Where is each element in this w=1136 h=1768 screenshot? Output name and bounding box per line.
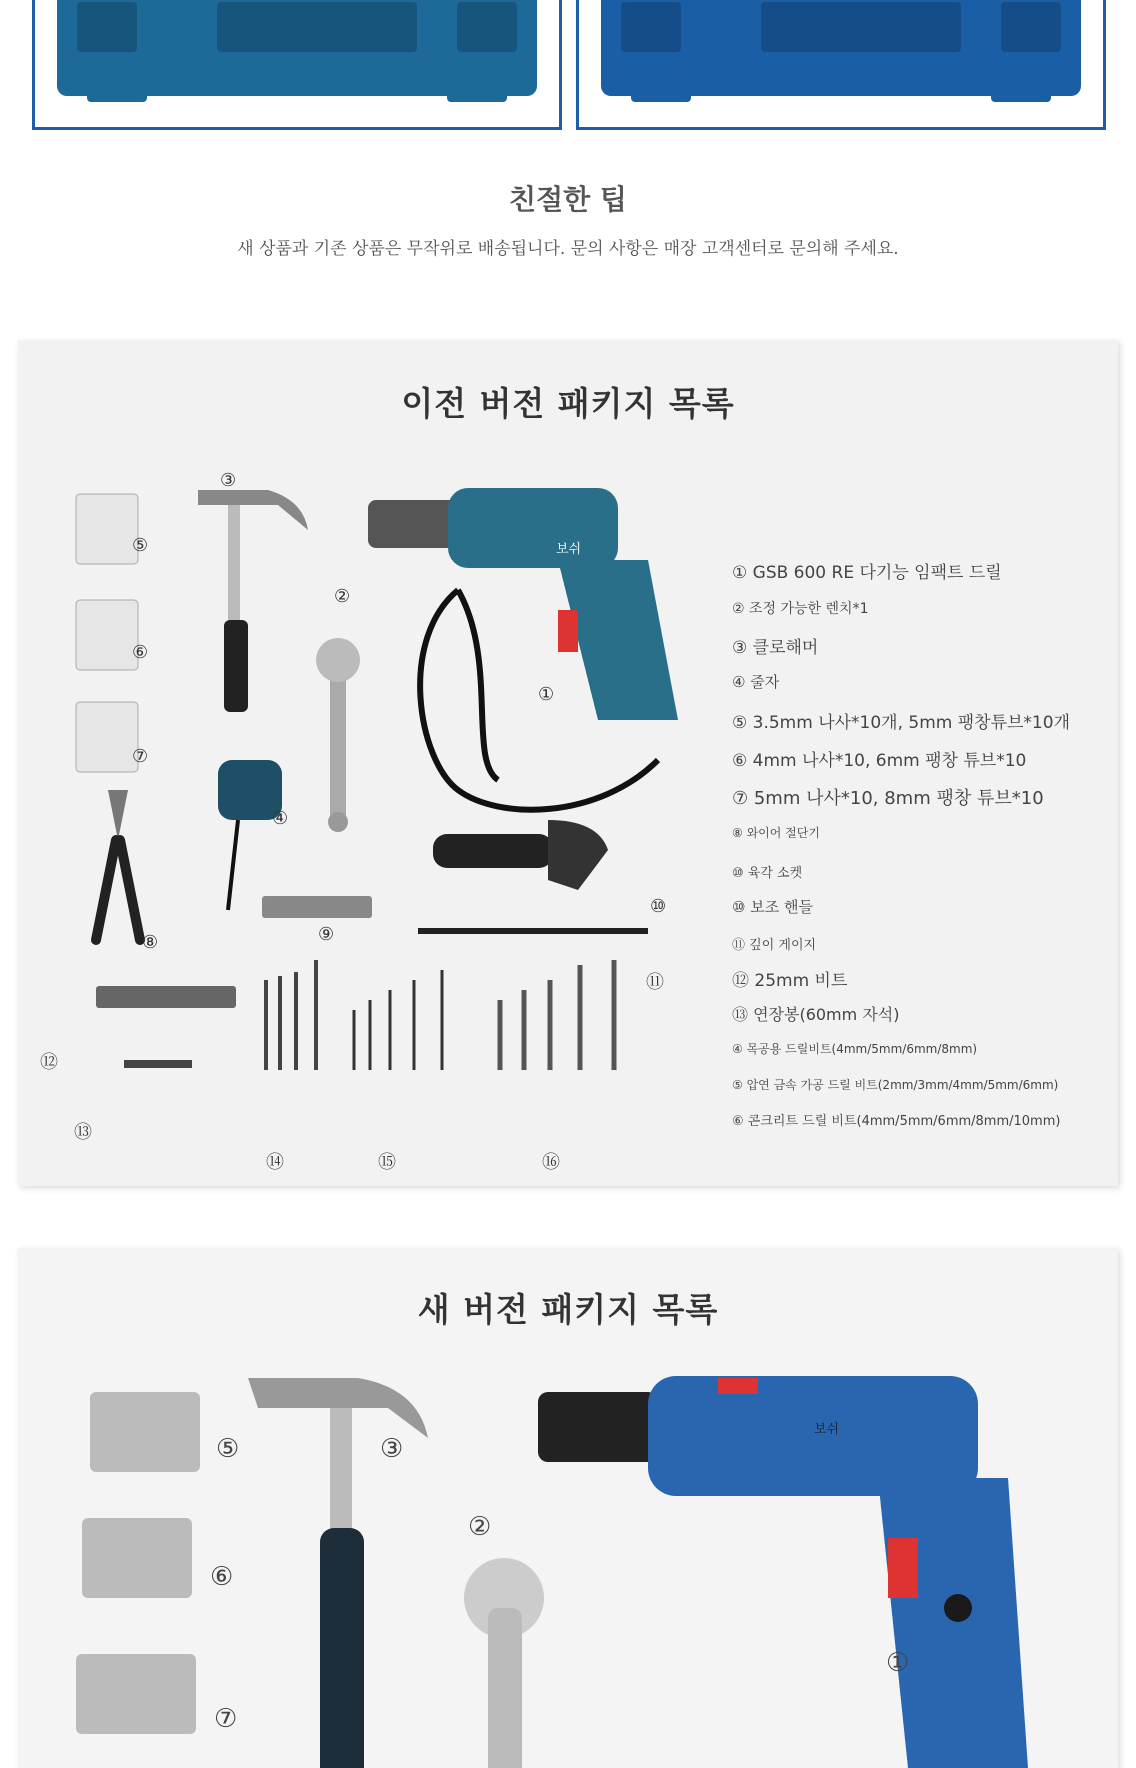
depth-gauge-illustration bbox=[418, 928, 648, 934]
screw-bundle-6 bbox=[82, 1518, 192, 1598]
callout-1: ① bbox=[886, 1648, 910, 1678]
callout-2: ② bbox=[468, 1512, 492, 1542]
tape-measure-illustration bbox=[218, 760, 282, 910]
old-package-title: 이전 버전 패키지 목록 bbox=[401, 384, 735, 423]
tip-title: 친절한 팁 bbox=[509, 183, 627, 216]
list-item: ⑦ 5mm 나사*10, 8mm 팽창 튜브*10 bbox=[732, 788, 1044, 809]
callout-15: ⑮ bbox=[378, 1152, 396, 1173]
wrench-illustration bbox=[464, 1558, 544, 1768]
list-item: ⑬ 연장봉(60mm 자석) bbox=[732, 1005, 900, 1024]
screw-bag-5 bbox=[76, 494, 138, 564]
screwdriver-bits bbox=[96, 986, 236, 1008]
list-item: ⑫ 25mm 비트 bbox=[732, 971, 848, 991]
callout-7: ⑦ bbox=[132, 746, 149, 767]
list-item: ④ 줄자 bbox=[732, 673, 780, 691]
wood-drill-bits bbox=[266, 960, 316, 1070]
impact-drill-illustration bbox=[368, 488, 678, 810]
list-item: ③ 클로해머 bbox=[732, 638, 819, 658]
screw-bundle-7 bbox=[76, 1654, 196, 1734]
new-case-image bbox=[576, 0, 1106, 130]
hex-socket-set bbox=[262, 896, 372, 918]
extension-bar-illustration bbox=[124, 1060, 192, 1068]
screw-bag-6 bbox=[76, 600, 138, 670]
callout-14: ⑭ bbox=[266, 1152, 284, 1173]
new-package-title: 새 버전 패키지 목록 bbox=[417, 1290, 719, 1329]
tool-case-images bbox=[0, 0, 1136, 140]
impact-drill-illustration bbox=[538, 1376, 1028, 1768]
old-package-tools-illustration bbox=[38, 460, 738, 1180]
metal-drill-bits bbox=[354, 970, 442, 1070]
new-drill-brand-label: 보쉬 bbox=[814, 1422, 840, 1437]
callout-5: ⑤ bbox=[216, 1434, 240, 1464]
wrench-illustration bbox=[316, 638, 360, 832]
auxiliary-handle-illustration bbox=[433, 820, 608, 890]
callout-9: ⑨ bbox=[318, 924, 335, 945]
callout-1: ① bbox=[538, 684, 555, 705]
old-drill-brand-label: 보쉬 bbox=[556, 542, 582, 557]
callout-8: ⑧ bbox=[142, 932, 159, 953]
list-item: ⑩ 보조 핸들 bbox=[732, 898, 813, 916]
callout-3: ③ bbox=[220, 470, 237, 491]
callout-2: ② bbox=[334, 586, 351, 607]
callout-7: ⑦ bbox=[214, 1704, 238, 1734]
hammer-illustration bbox=[198, 490, 308, 712]
list-item: ⑧ 와이어 절단기 bbox=[732, 826, 820, 840]
callout-10: ⑩ bbox=[650, 896, 667, 917]
callout-6: ⑥ bbox=[210, 1562, 234, 1592]
callout-6: ⑥ bbox=[132, 642, 149, 663]
list-item: ⑪ 깊이 게이지 bbox=[732, 938, 817, 953]
screw-bag-7 bbox=[76, 702, 138, 772]
tip-text: 새 상품과 기존 상품은 무작위로 배송됩니다. 문의 사항은 매장 고객센터로 문의해 주세요. bbox=[237, 239, 899, 259]
callout-4: ④ bbox=[272, 808, 289, 829]
wire-cutter-illustration bbox=[96, 790, 140, 940]
screw-bundle-5 bbox=[90, 1392, 200, 1472]
list-item: ⑥ 4mm 나사*10, 6mm 팽창 튜브*10 bbox=[732, 751, 1027, 771]
new-package-tools-illustration bbox=[18, 1348, 1118, 1768]
callout-16: ⑯ bbox=[542, 1152, 560, 1173]
list-item: ⑤ 3.5mm 나사*10개, 5mm 팽창튜브*10개 bbox=[732, 713, 1070, 733]
callout-3: ③ bbox=[380, 1434, 404, 1464]
concrete-drill-bits bbox=[500, 960, 614, 1070]
list-item: ⑩ 육각 소켓 bbox=[732, 866, 803, 881]
list-item: ⑤ 압연 금속 가공 드릴 비트(2mm/3mm/4mm/5mm/6mm) bbox=[732, 1078, 1059, 1092]
callout-11: ⑪ bbox=[646, 972, 664, 993]
list-item: ④ 목공용 드릴비트(4mm/5mm/6mm/8mm) bbox=[732, 1042, 978, 1056]
list-item: ⑥ 콘크리트 드릴 비트(4mm/5mm/6mm/8mm/10mm) bbox=[732, 1114, 1061, 1129]
new-package-panel bbox=[18, 1248, 1118, 1768]
callout-13: ⑬ bbox=[74, 1122, 92, 1143]
old-case-image bbox=[32, 0, 562, 130]
callout-5: ⑤ bbox=[132, 535, 149, 556]
callout-12: ⑫ bbox=[40, 1052, 58, 1073]
list-item: ① GSB 600 RE 다기능 임팩트 드릴 bbox=[732, 563, 1002, 583]
list-item: ② 조정 가능한 렌치*1 bbox=[732, 601, 869, 617]
